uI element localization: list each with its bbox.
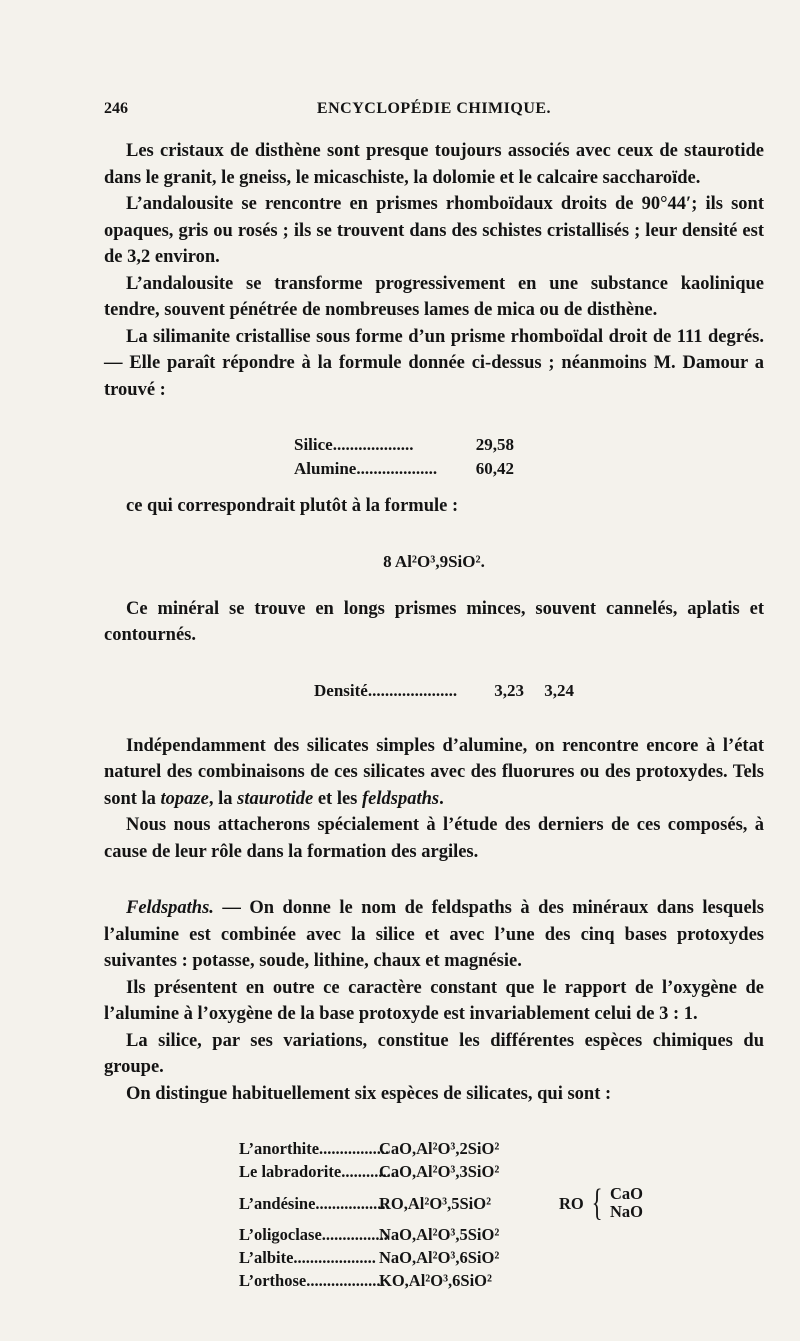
curly-brace-icon: { xyxy=(591,1182,603,1224)
term-feldspaths: feldspaths xyxy=(362,788,440,809)
paragraph-mineral-shape: Ce minéral se trouve en longs prismes minces, souvent cannelés, aplatis et contournés. xyxy=(104,598,764,645)
density-line xyxy=(314,679,764,703)
page-body xyxy=(104,138,764,1292)
page-number: 246 xyxy=(104,100,128,117)
mineral-name: L’oligoclase................ xyxy=(239,1225,388,1244)
mineral-formula: CaO,Al²O³,2SiO² xyxy=(379,1139,500,1158)
density-label: Densité..................... xyxy=(314,680,458,700)
ro-options xyxy=(610,1185,643,1221)
paragraph-silimanite: La silimanite cristallise sous forme d’un prisme rhomboïdal droit de 111 degrés.— Elle paraît répondre à la formule donnée ci-dessus ; néanmoins M. Damour a trouvé : xyxy=(104,326,764,400)
ro-label: RO xyxy=(559,1193,584,1213)
analysis-value: 60,42 xyxy=(475,459,514,478)
term-staurotide: staurotide xyxy=(237,788,314,809)
paragraph-andalousite: L’andalousite se rencontre en prismes rhomboïdaux droits de 90°44′; ils sont opaques, gris ou rosés ; ils se trouvent dans des schistes cristallisés ; leur densité est de 3,2 environ. xyxy=(104,194,764,267)
analysis-value: 29,58 xyxy=(475,435,514,454)
mineral-name: L’orthose................... xyxy=(239,1271,385,1290)
paragraph-formula-intro: ce qui correspondrait plutôt à la formule : xyxy=(126,496,459,516)
running-header xyxy=(104,100,764,126)
paragraph-combinations: Indépendamment des silicates simples d’alumine, on rencontre encore à l’état naturel des combinaisons de ces silicates avec des fluorures ou des protoxydes. Tels sont la topaze, la staurotide et les feldspaths. xyxy=(104,735,764,809)
mineral-formula: RO,Al²O³,5SiO² xyxy=(379,1193,492,1213)
mineral-row xyxy=(239,1160,764,1183)
paragraph-study-focus: Nous nous attacherons spécialement à l’étude des derniers de ces composés, à cause de leur rôle dans la formation des argiles. xyxy=(104,815,764,862)
paragraph-silica-variations: La silice, par ses variations, constitue les différentes espèces chimiques du groupe. xyxy=(104,1030,764,1077)
mineral-formula: KO,Al²O³,6SiO² xyxy=(379,1271,492,1290)
mineral-name: Le labradorite.............. xyxy=(239,1162,399,1181)
minerals-table xyxy=(239,1137,764,1292)
paragraph-six-species: On distingue habituellement six espèces de silicates, qui sont : xyxy=(126,1083,612,1104)
paragraph-oxygen-ratio: Ils présentent en outre ce caractère constant que le rapport de l’oxygène de l’alumine à l’oxygène de la base protoxyde est invariablement celui de 3 : 1. xyxy=(104,977,764,1024)
analysis-row xyxy=(294,433,764,457)
ro-definition xyxy=(559,1184,643,1222)
mineral-formula: NaO,Al²O³,6SiO² xyxy=(379,1248,500,1267)
ro-option: NaO xyxy=(610,1202,643,1221)
mineral-row xyxy=(239,1137,764,1160)
mineral-formula: NaO,Al²O³,5SiO² xyxy=(379,1225,500,1244)
mineral-name: L’albite.................... xyxy=(239,1248,376,1267)
term-topaze: topaze xyxy=(160,788,209,809)
mineral-row xyxy=(239,1246,764,1269)
analysis-label: Alumine................... xyxy=(294,459,438,478)
paragraph-disthene: Les cristaux de disthène sont presque toujours associés avec ceux de staurotide dans le granit, le gneiss, le micaschiste, la dolomie et le calcaire saccharoïde. xyxy=(104,141,764,188)
density-value-2: 3,24 xyxy=(544,680,574,700)
mineral-row xyxy=(239,1183,764,1223)
mineral-row xyxy=(239,1269,764,1292)
mineral-formula: CaO,Al²O³,3SiO² xyxy=(379,1162,500,1181)
ro-option: CaO xyxy=(610,1184,643,1203)
paragraph-andalousite-transform: L’andalousite se transforme progressivement en une substance kaolinique tendre, souvent pénétrée de nombreuses lames de mica ou de disthène. xyxy=(104,273,764,320)
density-value-1: 3,23 xyxy=(494,680,524,700)
paragraph-feldspaths: Feldspaths. — On donne le nom de feldspaths à des minéraux dans lesquels l’alumine est combinée avec la silice et avec l’une des cinq bases protoxydes suivantes : potasse, soude, lithine, chaux et magnésie. xyxy=(104,898,764,971)
analysis-row xyxy=(294,457,764,481)
analysis-label: Silice................... xyxy=(294,435,414,454)
section-heading-feldspaths: Feldspaths. xyxy=(126,898,214,918)
running-title: ENCYCLOPÉDIE CHIMIQUE. xyxy=(316,100,552,117)
chemical-formula: 8 Al²O³,9SiO². xyxy=(383,551,485,571)
mineral-name: L’anorthite................. xyxy=(239,1139,390,1158)
mineral-name: L’andésine.................. xyxy=(239,1193,390,1213)
analysis-table xyxy=(294,433,764,481)
mineral-row xyxy=(239,1223,764,1246)
